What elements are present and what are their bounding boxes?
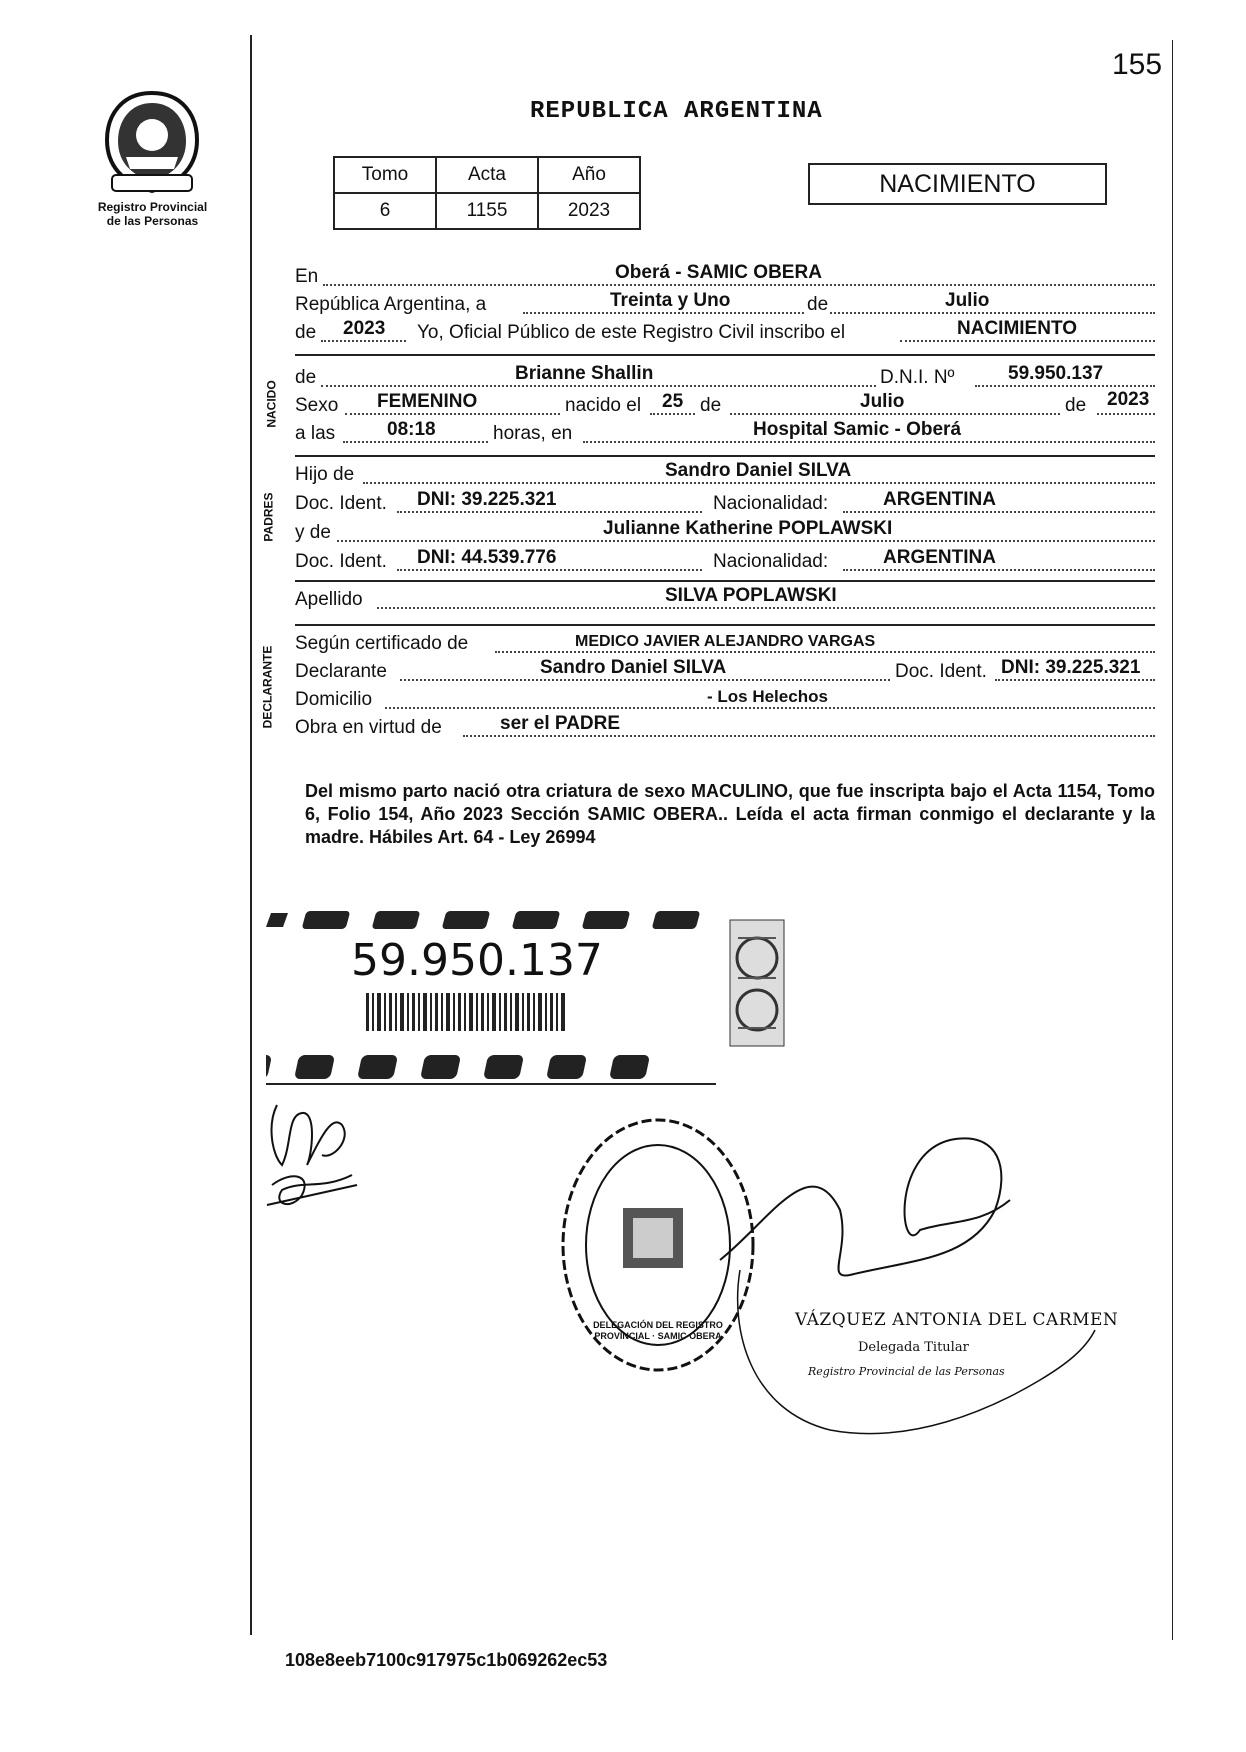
registry-caption-line2: de las Personas xyxy=(106,214,199,228)
declarante-row-cert xyxy=(295,629,1155,657)
right-margin-line xyxy=(1172,40,1173,1640)
birth-year: 2023 xyxy=(1107,389,1150,410)
certificado-label: Según certificado de xyxy=(295,633,469,654)
place-value: Oberá - SAMIC OBERA xyxy=(615,262,822,283)
de-label: de xyxy=(295,367,317,388)
registry-caption xyxy=(80,200,225,228)
month-value: Julio xyxy=(945,290,990,311)
obra-label: Obra en virtud de xyxy=(295,717,442,738)
signatory-name: VÁZQUEZ ANTONIA DEL CARMEN xyxy=(795,1310,1119,1330)
sexo-label: Sexo xyxy=(295,395,339,416)
padres-row-father-doc xyxy=(295,489,1155,517)
birth-month: Julio xyxy=(860,391,905,412)
declarante-section-label: DECLARANTE xyxy=(260,645,275,729)
birth-time: 08:18 xyxy=(387,419,436,440)
inscribo-text: Yo, Oficial Público de este Registro Civil inscribo el xyxy=(417,322,846,343)
nacido-section-label: NACIDO xyxy=(264,380,279,428)
mother-name: Julianne Katherine POPLAWSKI xyxy=(603,518,893,539)
hologram-seal xyxy=(728,918,786,1048)
apellido-row xyxy=(295,585,1155,613)
handwritten-signature xyxy=(262,1095,362,1215)
doc-label: Doc. Ident. xyxy=(295,493,387,514)
birth-place: Hospital Samic - Oberá xyxy=(753,419,962,440)
record-table-header: Tomo xyxy=(334,157,436,193)
domicilio-value: - Los Helechos xyxy=(707,687,828,706)
official-signature xyxy=(710,1110,1110,1460)
sexo-value: FEMENINO xyxy=(377,391,478,412)
apellido-value: SILVA POPLAWSKI xyxy=(665,585,837,606)
republica-label: República Argentina, a xyxy=(295,294,487,315)
father-doc: DNI: 39.225.321 xyxy=(417,489,557,510)
mother-nat: ARGENTINA xyxy=(883,547,996,568)
registration-note: Del mismo parto nació otra criatura de sexo MACULINO, que fue inscripta bajo el Acta 1154, Tomo 6, Folio 154, Año 2023 Sección SAMIC OBERA.. Leída el acta firman conmigo el declarante y la madre. Hábiles Art. 64 - Ley 26994 xyxy=(305,781,1155,847)
signatory-office: Registro Provincial de las Personas xyxy=(808,1365,1005,1378)
nacido-row-sex xyxy=(295,391,1155,419)
father-name: Sandro Daniel SILVA xyxy=(665,460,852,481)
year-value: 2023 xyxy=(343,318,386,339)
sticker-pattern xyxy=(266,905,716,1095)
section-divider xyxy=(295,354,1155,356)
en-label: En xyxy=(295,266,319,287)
father-nat: ARGENTINA xyxy=(883,489,996,510)
sticker-number: 59.950.137 xyxy=(351,935,603,986)
record-table-cell: 1155 xyxy=(436,193,538,229)
certificado-value: MEDICO JAVIER ALEJANDRO VARGAS xyxy=(575,633,876,650)
record-table-cell: 6 xyxy=(334,193,436,229)
province-seal xyxy=(92,85,212,200)
declarante-row-name xyxy=(295,657,1155,685)
padres-row-mother-doc xyxy=(295,547,1155,575)
page-number: 155 xyxy=(1112,48,1163,81)
form-row-date xyxy=(295,290,1155,318)
de-label: de xyxy=(807,294,829,315)
id-label-sticker xyxy=(266,905,716,1095)
nac-label: Nacionalidad: xyxy=(713,551,829,572)
record-kind-box: NACIMIENTO xyxy=(808,163,1107,205)
record-table-header: Acta xyxy=(436,157,538,193)
padres-section-label: PADRES xyxy=(261,492,276,542)
padres-row-mother xyxy=(295,518,1155,546)
left-margin-line xyxy=(250,35,252,1635)
section-divider xyxy=(295,455,1155,457)
registry-caption-line1: Registro Provincial xyxy=(97,200,208,214)
declarante-row-domicilio xyxy=(295,685,1155,713)
declarante-value: Sandro Daniel SILVA xyxy=(540,657,727,678)
section-divider xyxy=(295,624,1155,626)
record-table-cell: 2023 xyxy=(538,193,640,229)
signatory-role: Delegada Titular xyxy=(858,1340,969,1355)
country-title: REPUBLICA ARGENTINA xyxy=(530,98,823,125)
day-value: Treinta y Uno xyxy=(610,290,731,311)
mother-doc: DNI: 44.539.776 xyxy=(417,547,557,568)
obra-value: ser el PADRE xyxy=(500,713,621,734)
form-row-place xyxy=(295,262,1155,290)
record-table xyxy=(333,156,641,230)
declarante-row-obra xyxy=(295,713,1155,741)
de-label: de xyxy=(700,395,722,416)
dni-label: D.N.I. Nº xyxy=(880,367,955,388)
year-label: de xyxy=(295,322,317,343)
form-row-inscribo xyxy=(295,318,1155,346)
child-dni: 59.950.137 xyxy=(1008,363,1104,384)
nacido-row-time xyxy=(295,419,1155,447)
apellido-label: Apellido xyxy=(295,589,363,610)
child-name: Brianne Shallin xyxy=(515,363,654,384)
doc-label: Doc. Ident. xyxy=(295,551,387,572)
nacido-row-name xyxy=(295,363,1155,391)
padres-row-father xyxy=(295,460,1155,488)
nacido-label: nacido el xyxy=(565,395,642,416)
document-hash: 108e8eeb7100c917975c1b069262ec53 xyxy=(285,1650,608,1670)
stamp-text: DELEGACIÓN DEL REGISTRO PROVINCIAL · SAMIC OBERA xyxy=(593,1320,723,1341)
nac-label: Nacionalidad: xyxy=(713,493,829,514)
record-table-header: Año xyxy=(538,157,640,193)
hijo-label: Hijo de xyxy=(295,464,355,485)
declarante-label: Declarante xyxy=(295,661,387,682)
horas-label: horas, en xyxy=(493,423,573,444)
de-label: de xyxy=(1065,395,1087,416)
yde-label: y de xyxy=(295,522,331,543)
section-divider xyxy=(295,580,1155,582)
inscribo-value: NACIMIENTO xyxy=(957,318,1077,339)
birth-day: 25 xyxy=(662,391,684,412)
domicilio-label: Domicilio xyxy=(295,689,373,710)
a-las-label: a las xyxy=(295,423,336,444)
doc-label: Doc. Ident. xyxy=(895,661,987,682)
declarante-doc: DNI: 39.225.321 xyxy=(1001,657,1141,678)
